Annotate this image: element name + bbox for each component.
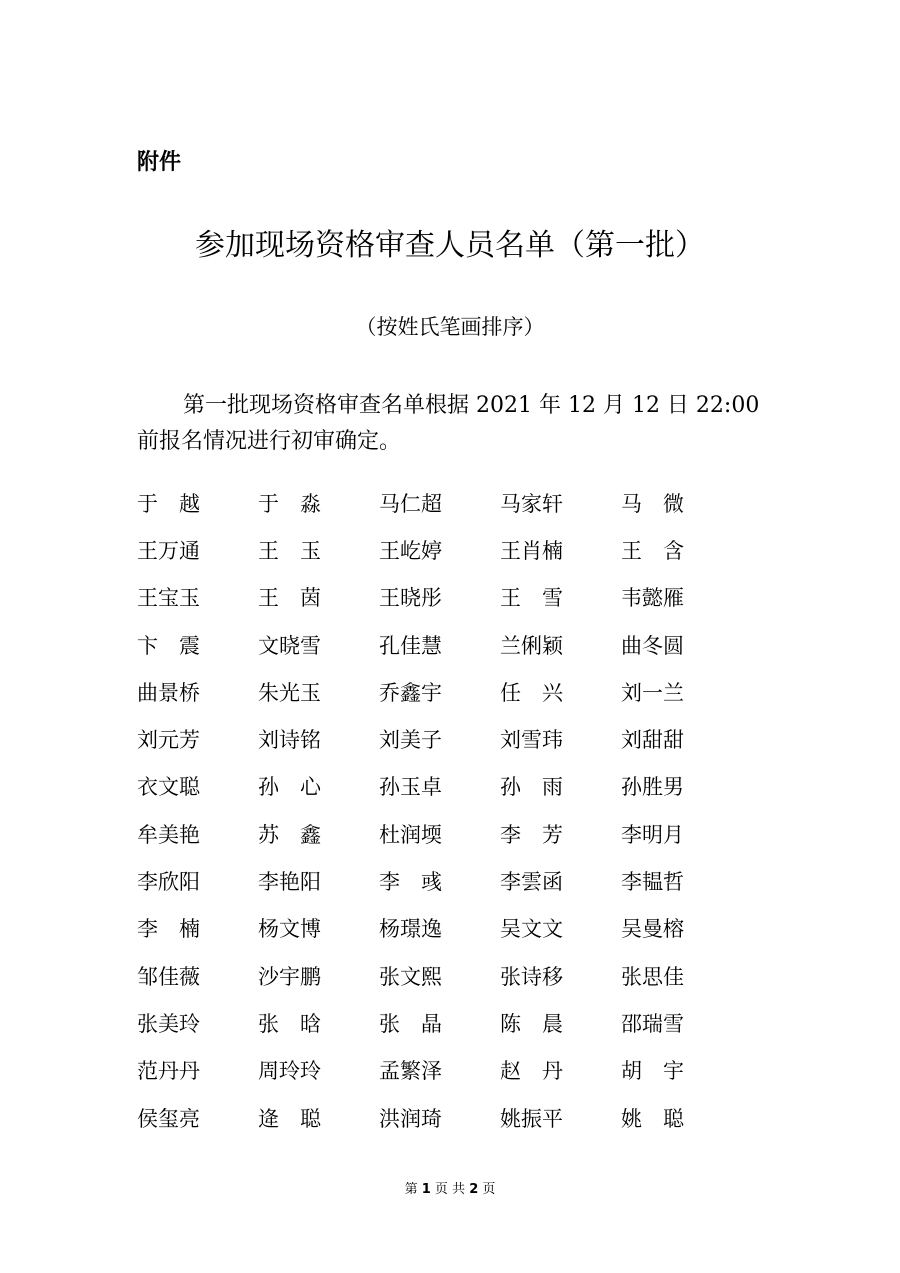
name-row: [137, 480, 757, 527]
name-entry: 马 微: [621, 491, 684, 516]
attachment-label: 附件: [137, 150, 182, 175]
name-row: [137, 527, 757, 574]
footer-current-page: 1: [421, 1182, 431, 1197]
name-entry: 王晓彤: [379, 586, 442, 611]
name-entry: 马家轩: [500, 491, 563, 516]
name-entry: 刘元芳: [137, 728, 200, 753]
name-entry: 姚 聪: [621, 1106, 684, 1131]
name-entry: 李 彧: [379, 870, 442, 895]
name-entry: 赵 丹: [500, 1059, 563, 1084]
name-row: [137, 669, 757, 716]
name-entry: 吴文文: [500, 917, 563, 942]
name-entry: 周玲玲: [258, 1059, 321, 1084]
name-entry: 衣文聪: [137, 775, 200, 800]
name-entry: 王 茵: [258, 586, 321, 611]
name-entry: 张 晗: [258, 1011, 321, 1036]
name-row: [137, 858, 757, 905]
name-entry: 张美玲: [137, 1011, 200, 1036]
name-row: [137, 1048, 757, 1095]
name-entry: 苏 鑫: [258, 822, 321, 847]
name-entry: 王肖楠: [500, 538, 563, 563]
name-entry: 王万通: [137, 538, 200, 563]
name-entry: 孙 心: [258, 775, 321, 800]
name-entry: 韦懿雁: [621, 586, 684, 611]
name-entry: 乔鑫宇: [379, 680, 442, 705]
name-entry: 王 雪: [500, 586, 563, 611]
footer-middle: 页 共: [434, 1182, 466, 1197]
name-entry: 杨文博: [258, 917, 321, 942]
name-row: [137, 906, 757, 953]
name-entry: 刘甜甜: [621, 728, 684, 753]
name-entry: 李欣阳: [137, 870, 200, 895]
name-entry: 刘美子: [379, 728, 442, 753]
intro-paragraph: 第一批现场资格审查名单根据 2021 年 12 月 12 日 22:00 前报名情况进行初审确定。: [137, 393, 760, 454]
footer-total-pages: 2: [469, 1182, 479, 1197]
name-entry: 马仁超: [379, 491, 442, 516]
name-entry: 沙宇鹏: [258, 964, 321, 989]
document-title: 参加现场资格审查人员名单（第一批）: [195, 228, 705, 263]
name-entry: 陈 晨: [500, 1011, 563, 1036]
name-entry: 文晓雪: [258, 633, 321, 658]
name-row: [137, 575, 757, 622]
name-entry: 牟美艳: [137, 822, 200, 847]
name-row: [137, 764, 757, 811]
name-entry: 杜润堧: [379, 822, 442, 847]
name-entry: 任 兴: [500, 680, 563, 705]
name-entry: 逄 聪: [258, 1106, 321, 1131]
name-entry: 邵瑞雪: [621, 1011, 684, 1036]
name-entry: 曲景桥: [137, 680, 200, 705]
name-entry: 曲冬圆: [621, 633, 684, 658]
name-row: [137, 1095, 757, 1142]
name-entry: 王宝玉: [137, 586, 200, 611]
name-entry: 朱光玉: [258, 680, 321, 705]
name-entry: 王 玉: [258, 538, 321, 563]
name-entry: 卞 震: [137, 633, 200, 658]
name-entry: 侯玺亮: [137, 1106, 200, 1131]
name-row: [137, 1000, 757, 1047]
name-entry: 张文熙: [379, 964, 442, 989]
name-entry: 刘一兰: [621, 680, 684, 705]
name-entry: 吴曼榕: [621, 917, 684, 942]
name-entry: 张 晶: [379, 1011, 442, 1036]
name-entry: 于 淼: [258, 491, 321, 516]
name-entry: 兰俐颖: [500, 633, 563, 658]
name-entry: 李艳阳: [258, 870, 321, 895]
name-entry: 于 越: [137, 491, 200, 516]
name-entry: 范丹丹: [137, 1059, 200, 1084]
name-entry: 孙 雨: [500, 775, 563, 800]
name-entry: 孙胜男: [621, 775, 684, 800]
name-entry: 杨璟逸: [379, 917, 442, 942]
name-entry: 李韫哲: [621, 870, 684, 895]
name-entry: 李 芳: [500, 822, 563, 847]
name-entry: 王屹婷: [379, 538, 442, 563]
name-row: [137, 622, 757, 669]
name-entry: 胡 宇: [621, 1059, 684, 1084]
name-row: [137, 811, 757, 858]
name-entry: 李明月: [621, 822, 684, 847]
name-entry: 李雲函: [500, 870, 563, 895]
name-row: [137, 953, 757, 1000]
page-footer: [0, 1180, 900, 1200]
name-entry: 孟繁泽: [379, 1059, 442, 1084]
name-entry: 王 含: [621, 538, 684, 563]
name-list: [137, 480, 757, 1142]
name-entry: 张诗移: [500, 964, 563, 989]
name-row: [137, 716, 757, 763]
name-entry: 刘雪玮: [500, 728, 563, 753]
name-entry: 邹佳薇: [137, 964, 200, 989]
footer-suffix: 页: [482, 1182, 496, 1197]
name-entry: 洪润琦: [379, 1106, 442, 1131]
name-entry: 张思佳: [621, 964, 684, 989]
document-subtitle: （按姓氏笔画排序）: [355, 315, 545, 339]
name-entry: 李 楠: [137, 917, 200, 942]
name-entry: 刘诗铭: [258, 728, 321, 753]
name-entry: 姚振平: [500, 1106, 563, 1131]
name-entry: 孔佳慧: [379, 633, 442, 658]
name-entry: 孙玉卓: [379, 775, 442, 800]
footer-prefix: 第: [404, 1182, 418, 1197]
